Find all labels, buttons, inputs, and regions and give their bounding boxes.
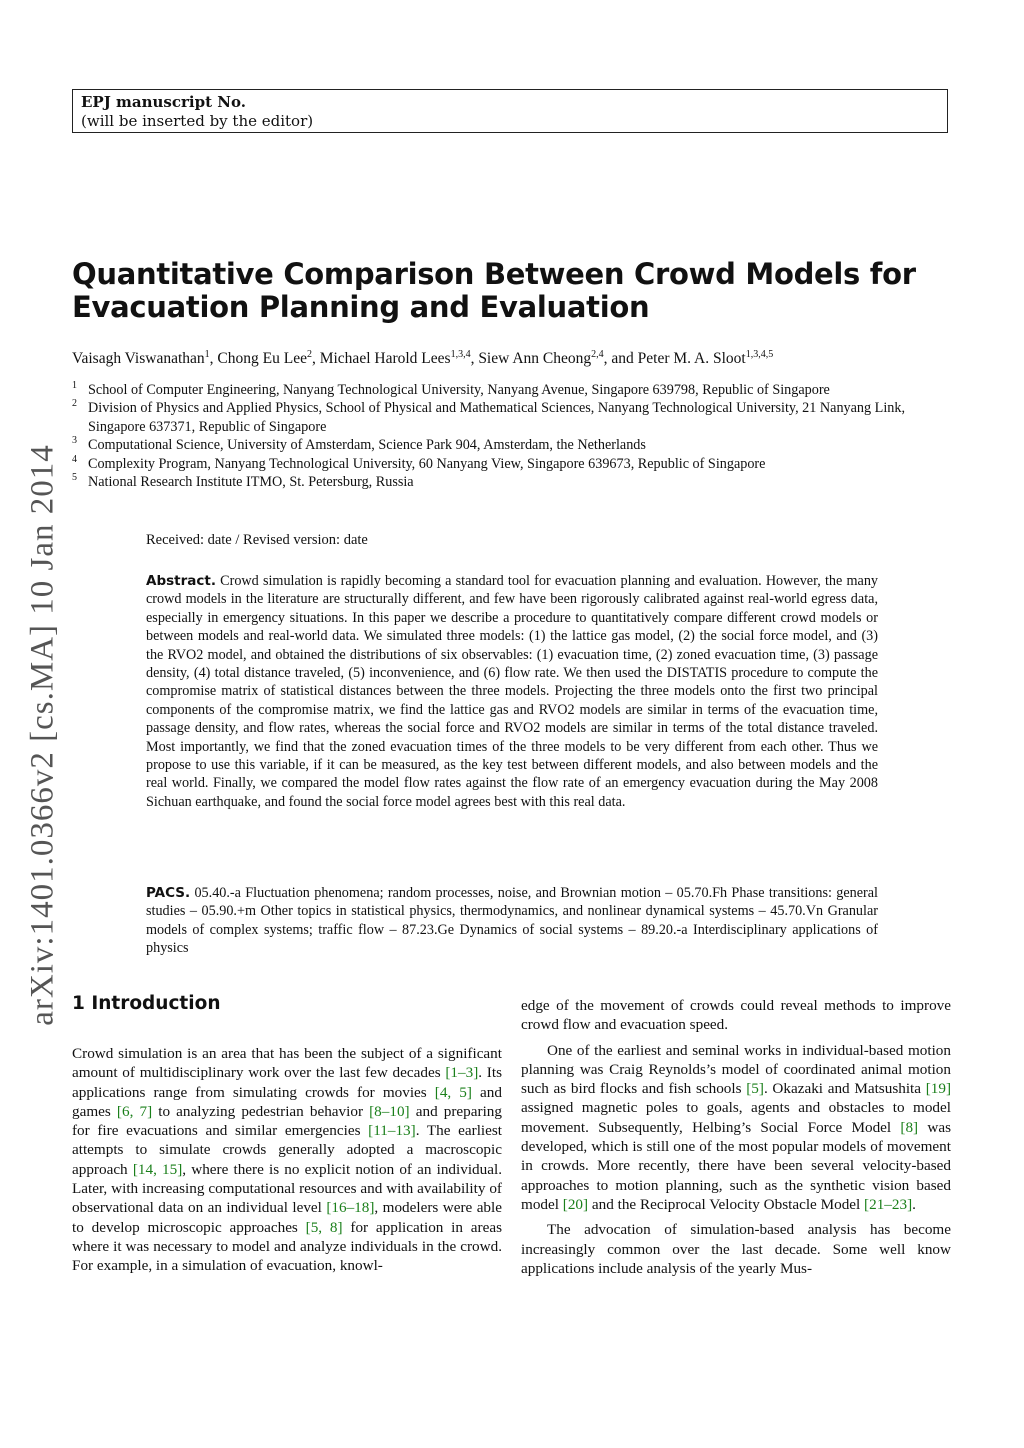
text-run: . Its applications range from simulating crowds for movies bbox=[72, 1064, 502, 1101]
affiliation-text: National Research Institute ITMO, St. Petersburg, Russia bbox=[88, 474, 414, 491]
text-run: The advocation of simulation-based analysis has become increasingly common over the last decade. Some well know applications include analysis of the yearly Mus- bbox=[521, 1221, 951, 1277]
affiliation-number: 1 bbox=[72, 380, 77, 391]
affiliation-text: Computational Science, University of Amsterdam, Science Park 904, Amsterdam, the Netherlands bbox=[88, 437, 646, 454]
left-column bbox=[72, 1044, 502, 1282]
text-run: edge of the movement of crowds could reveal methods to improve crowd flow and evacuation speed. bbox=[521, 997, 951, 1034]
text-run: for application in areas where it was necessary to model and analyze individuals in the crowd. For example, in a simulation of evacuation, knowl- bbox=[72, 1218, 502, 1275]
affiliation-item bbox=[72, 436, 952, 454]
affiliation-number: 3 bbox=[72, 435, 77, 447]
author-separator: , and bbox=[603, 350, 638, 368]
received-date: Received: date / Revised version: date bbox=[146, 532, 368, 548]
text-run: One of the earliest and seminal works in individual-based motion planning was Craig Reynolds’s model of coordinated animal motion such as bird flocks and fish schools bbox=[521, 1041, 951, 1098]
citation-link[interactable]: [21–23] bbox=[864, 1195, 913, 1213]
text-run: . The earliest attempts to simulate crowds generally adopted a macroscopic approach bbox=[72, 1122, 503, 1178]
author-affiliation-marker: 1,3,4 bbox=[450, 349, 471, 360]
author-name: Michael Harold Lees bbox=[319, 350, 451, 368]
author-affiliation-marker: 2,4 bbox=[591, 349, 604, 360]
editor-note: (will be inserted by the editor) bbox=[81, 112, 314, 130]
affiliation-item bbox=[72, 473, 952, 491]
paragraph bbox=[521, 1041, 951, 1215]
citation-link[interactable]: [5] bbox=[746, 1080, 764, 1098]
abstract-text: Crowd simulation is rapidly becoming a standard tool for evacuation planning and evaluation. However, the many crowd models in the literature are structurally different, and few have been rigorously calibrated against real-world egress data, especially in emergency situations. In this paper we describe a procedure to quantitatively compare different crowd models or between models and real-world data. We simulated three models: (1) the lattice gas model, (2) the social force model, and (3) the RVO2 model, and obtained the distributions of six observables: (1) evacuation time, (2) zoned evacuation time, (3) passage density, (4) total distance traveled, (5) inconvenience, and (6) flow rate. We then used the DISTATIS procedure to compute the compromise matrix of statistical distances between the three models. Projecting the three models onto the first two principal components of the compromise matrix, we find the lattice gas and RVO2 models are similar in terms of the evacuation time, passage density, and flow rates, whereas the social force and RVO2 models are similar in terms of the total distance traveled. Most importantly, we find that the zoned evacuation times of the three models to be very different from each other. Thus we propose to use this variable, if it can be measured, as the key test between different models, and also between models and the real world. Finally, we compared the model flow rates against the flow rate of an emergency evacuation during the May 2008 Sichuan earthquake, and found the social force model agrees best with this real data. bbox=[146, 573, 879, 810]
author-name: Chong Eu Lee bbox=[217, 350, 307, 368]
text-run: . Okazaki and Matsushita bbox=[763, 1080, 926, 1098]
text-run: was developed, which is still one of the most popular models of movement in crowds. More recently, there have been several velocity-based approaches to motion planning, such as the synthetic vision based model bbox=[521, 1118, 951, 1213]
author-list bbox=[72, 349, 962, 368]
affiliation-item bbox=[72, 399, 952, 436]
citation-link[interactable]: [1–3] bbox=[445, 1064, 479, 1082]
paragraph bbox=[521, 1220, 951, 1278]
citation-link[interactable]: [19] bbox=[925, 1080, 952, 1098]
pacs-label: PACS. bbox=[146, 885, 191, 901]
manuscript-number-label: EPJ manuscript No. bbox=[81, 93, 246, 111]
pacs-text: 05.40.-a Fluctuation phenomena; random processes, noise, and Brownian motion – 05.70.Fh Phase transitions: general studies – 05.90.+m Other topics in statistical physics, thermodynamics, and nonlinear dynamical systems – 45.70.Vn Granular models of complex systems; traffic flow – 87.23.Ge Dynamics of social systems – 89.20.-a Interdisciplinary applications of physics bbox=[146, 885, 878, 957]
citation-link[interactable]: [8] bbox=[900, 1118, 919, 1136]
citation-link[interactable]: [5, 8] bbox=[305, 1218, 343, 1236]
author-affiliation-marker: 2 bbox=[306, 349, 312, 360]
pacs-codes bbox=[146, 884, 878, 958]
text-run: . bbox=[912, 1195, 916, 1213]
paper-title: Quantitative Comparison Between Crowd Models for Evacuation Planning and Evaluation bbox=[72, 257, 916, 324]
section-heading-introduction: 1 Introduction bbox=[72, 993, 221, 1014]
paragraph bbox=[72, 1044, 502, 1276]
text-run: , where there is no explicit notion of an individual. Later, with increasing computational resources and with availability of observational data on an individual level bbox=[72, 1160, 503, 1217]
text-run: , modelers were able to develop microscopic approaches bbox=[72, 1199, 502, 1236]
paragraph bbox=[521, 996, 951, 1035]
affiliation-number: 4 bbox=[72, 453, 77, 465]
affiliation-number: 5 bbox=[72, 472, 77, 484]
author-name: Vaisagh Viswanathan bbox=[72, 350, 205, 368]
arxiv-identifier: arXiv:1401.0366v2 [cs.MA] 10 Jan 2014 bbox=[24, 444, 61, 1026]
text-run: and preparing for fire evacuations and similar emergencies bbox=[72, 1102, 502, 1140]
right-column bbox=[521, 996, 951, 1284]
citation-link[interactable]: [11–13] bbox=[368, 1122, 416, 1140]
author-affiliation-marker: 1,3,4,5 bbox=[745, 349, 774, 360]
text-run: Crowd simulation is an area that has been the subject of a significant amount of multidisciplinary work over the last few decades bbox=[72, 1045, 502, 1082]
citation-link[interactable]: [16–18] bbox=[326, 1199, 375, 1217]
affiliation-number: 2 bbox=[72, 398, 77, 410]
author-affiliation-marker: 1 bbox=[204, 349, 210, 360]
citation-link[interactable]: [14, 15] bbox=[132, 1160, 183, 1178]
affiliation-item bbox=[72, 455, 952, 473]
affiliation-list bbox=[72, 381, 952, 491]
citation-link[interactable]: [4, 5] bbox=[434, 1083, 472, 1101]
citation-link[interactable]: [6, 7] bbox=[116, 1102, 153, 1120]
affiliation-item bbox=[72, 381, 952, 399]
citation-link[interactable]: [8–10] bbox=[369, 1102, 410, 1120]
author-name: Peter M. A. Sloot bbox=[637, 350, 746, 368]
text-run: and the Reciprocal Velocity Obstacle Model bbox=[588, 1195, 865, 1213]
abstract bbox=[146, 572, 878, 811]
text-run: to analyzing pedestrian behavior bbox=[152, 1102, 370, 1120]
author-separator: , bbox=[311, 350, 320, 368]
citation-link[interactable]: [20] bbox=[562, 1195, 589, 1213]
author-separator: , bbox=[470, 350, 479, 368]
text-run: assigned magnetic poles to goals, agents and obstacles to model movement. Subsequently, Helbing’s Social Force Model bbox=[521, 1099, 951, 1136]
text-run: and games bbox=[72, 1083, 502, 1120]
affiliation-text: School of Computer Engineering, Nanyang Technological University, Nanyang Avenue, Singapore 639798, Republic of Singapore bbox=[88, 382, 830, 398]
affiliation-text: Complexity Program, Nanyang Technological University, 60 Nanyang View, Singapore 639673, Republic of Singapore bbox=[88, 455, 766, 472]
author-separator: , bbox=[209, 350, 218, 368]
abstract-label: Abstract. bbox=[146, 573, 216, 589]
affiliation-text: Division of Physics and Applied Physics, School of Physical and Mathematical Sciences, Nanyang Technological University, 21 Nanyang Link, Singapore 637371, Republic of Singapore bbox=[88, 400, 906, 435]
author-name: Siew Ann Cheong bbox=[478, 350, 592, 368]
editor-header-box bbox=[72, 89, 948, 133]
